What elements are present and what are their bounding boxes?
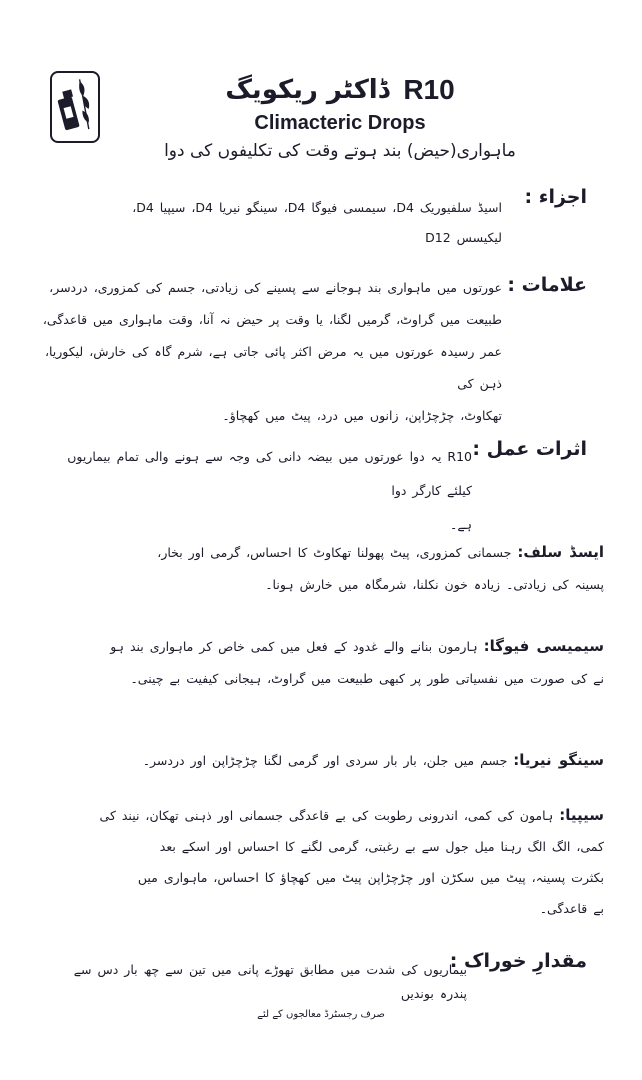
footer-note: صرف رجسٹرڈ معالجوں کے لئے: [257, 1009, 385, 1020]
ingredients-line: لیکیسس D12: [425, 230, 502, 245]
dosage-label: مقدارِ خوراک :: [449, 950, 587, 972]
cimicifuga-entry: [34, 630, 604, 695]
sepia-text: بکثرت پسینہ، پیٹ میں سکڑن اور چڑچڑاپن پیٹ میں کھچاؤ کا احساس، ماہواری میں: [137, 870, 604, 885]
product-title: [150, 70, 530, 110]
bottle-logo-icon: [50, 71, 100, 143]
symptoms-line: طبیعت میں گراوٹ، گرمیں لگنا، یا وقت پر حیض نہ آنا، وقت ماہواری میں قاعدگی،: [42, 312, 502, 327]
effects-line: ہے۔: [450, 517, 472, 532]
sepia-text: کمی، الگ الگ رہنا میل جول سے بے رغبتی، گرمی لگنے کا احساس اور اسکے بعد: [159, 839, 604, 854]
acid-sulph-text: پسینہ کی زیادتی۔ زیادہ خون نکلنا، شرمگاہ میں خارش ہونا۔: [265, 577, 604, 592]
cimicifuga-text: ہارمون بنانے والے غدود کے فعل میں کمی خاص کر ماہواری بند ہو: [110, 639, 478, 654]
sepia-text: ہامون کی کمی، اندرونی رطوبت کی بے قاعدگی جسمانی اور ذہنی تھکان، نیند کی: [99, 808, 554, 823]
acid-sulph-text: جسمانی کمزوری، پیٹ پھولنا تھکاوٹ کا احساس، گرمی اور بخار،: [157, 545, 512, 560]
product-name-english: Climacteric Drops: [254, 112, 426, 134]
symptoms-line: تھکاوٹ، چڑچڑاپن، زانوں میں درد، پیٹ میں کھچاؤ۔: [222, 408, 502, 423]
ingredients-text: [72, 196, 502, 250]
acid-sulph-entry: [34, 536, 604, 601]
ingredients-line: اسیڈ سلفیوریک D4، سیمسی فیوگا D4، سینگو نیریا D4، سیپیا D4،: [132, 200, 502, 215]
ingredients-label: اجزاء :: [524, 186, 587, 208]
product-code: R10: [403, 74, 455, 105]
symptoms-label: علامات :: [507, 274, 587, 296]
symptoms-line: عمر رسیدہ عورتوں میں یہ مرض اکثر پائی جاتی ہے، شرم گاہ کی خارش، لیکوریا، ذہن کی: [44, 344, 502, 391]
brand-name-urdu: ڈاکٹر ریکویگ: [225, 75, 390, 105]
cimicifuga-text: نے کی صورت میں نفسیاتی طور پر کبھی طبیعت میں گراوٹ، ہیجانی کیفیت بے چینی۔: [130, 671, 604, 686]
symptoms-text: [42, 272, 502, 432]
sanguinaria-entry: [34, 744, 604, 777]
product-description-urdu: ماہواری(حیض) بند ہوتے وقت کی تکلیفوں کی دوا: [164, 141, 516, 161]
effects-line: R10 یہ دوا عورتوں میں بیضہ دانی کی وجہ سے ہونے والی تمام بیماریوں کیلئے کارگر دوا: [67, 449, 472, 498]
sanguinaria-heading: سینگو نیریا:: [513, 751, 604, 769]
sepia-text: بے قاعدگی۔: [539, 901, 604, 916]
dosage-text: بیماریوں کی شدت میں مطابق تھوڑے پانی میں تین سے چھ بار دس سے پندرہ بوندیں: [73, 962, 467, 1001]
cimicifuga-heading: سیمیسی فیوگا:: [483, 637, 604, 655]
sanguinaria-text: جسم میں جلن، بار بار سردی اور گرمی لگنا چڑچڑاپن اور دردسر۔: [142, 753, 508, 768]
effects-label: اثرات عمل :: [472, 438, 587, 460]
effects-text: [52, 440, 472, 542]
symptoms-line: عورتوں میں ماہواری بند ہوجانے سے پسینے کی زیادتی، جسم کی کمزوری، دردسر،: [49, 280, 502, 295]
sepia-entry: [34, 800, 604, 924]
bottle-logo-graphic: [52, 73, 98, 141]
sepia-heading: سیپیا:: [559, 806, 604, 824]
acid-sulph-heading: ایسڈ سلف:: [517, 543, 604, 561]
